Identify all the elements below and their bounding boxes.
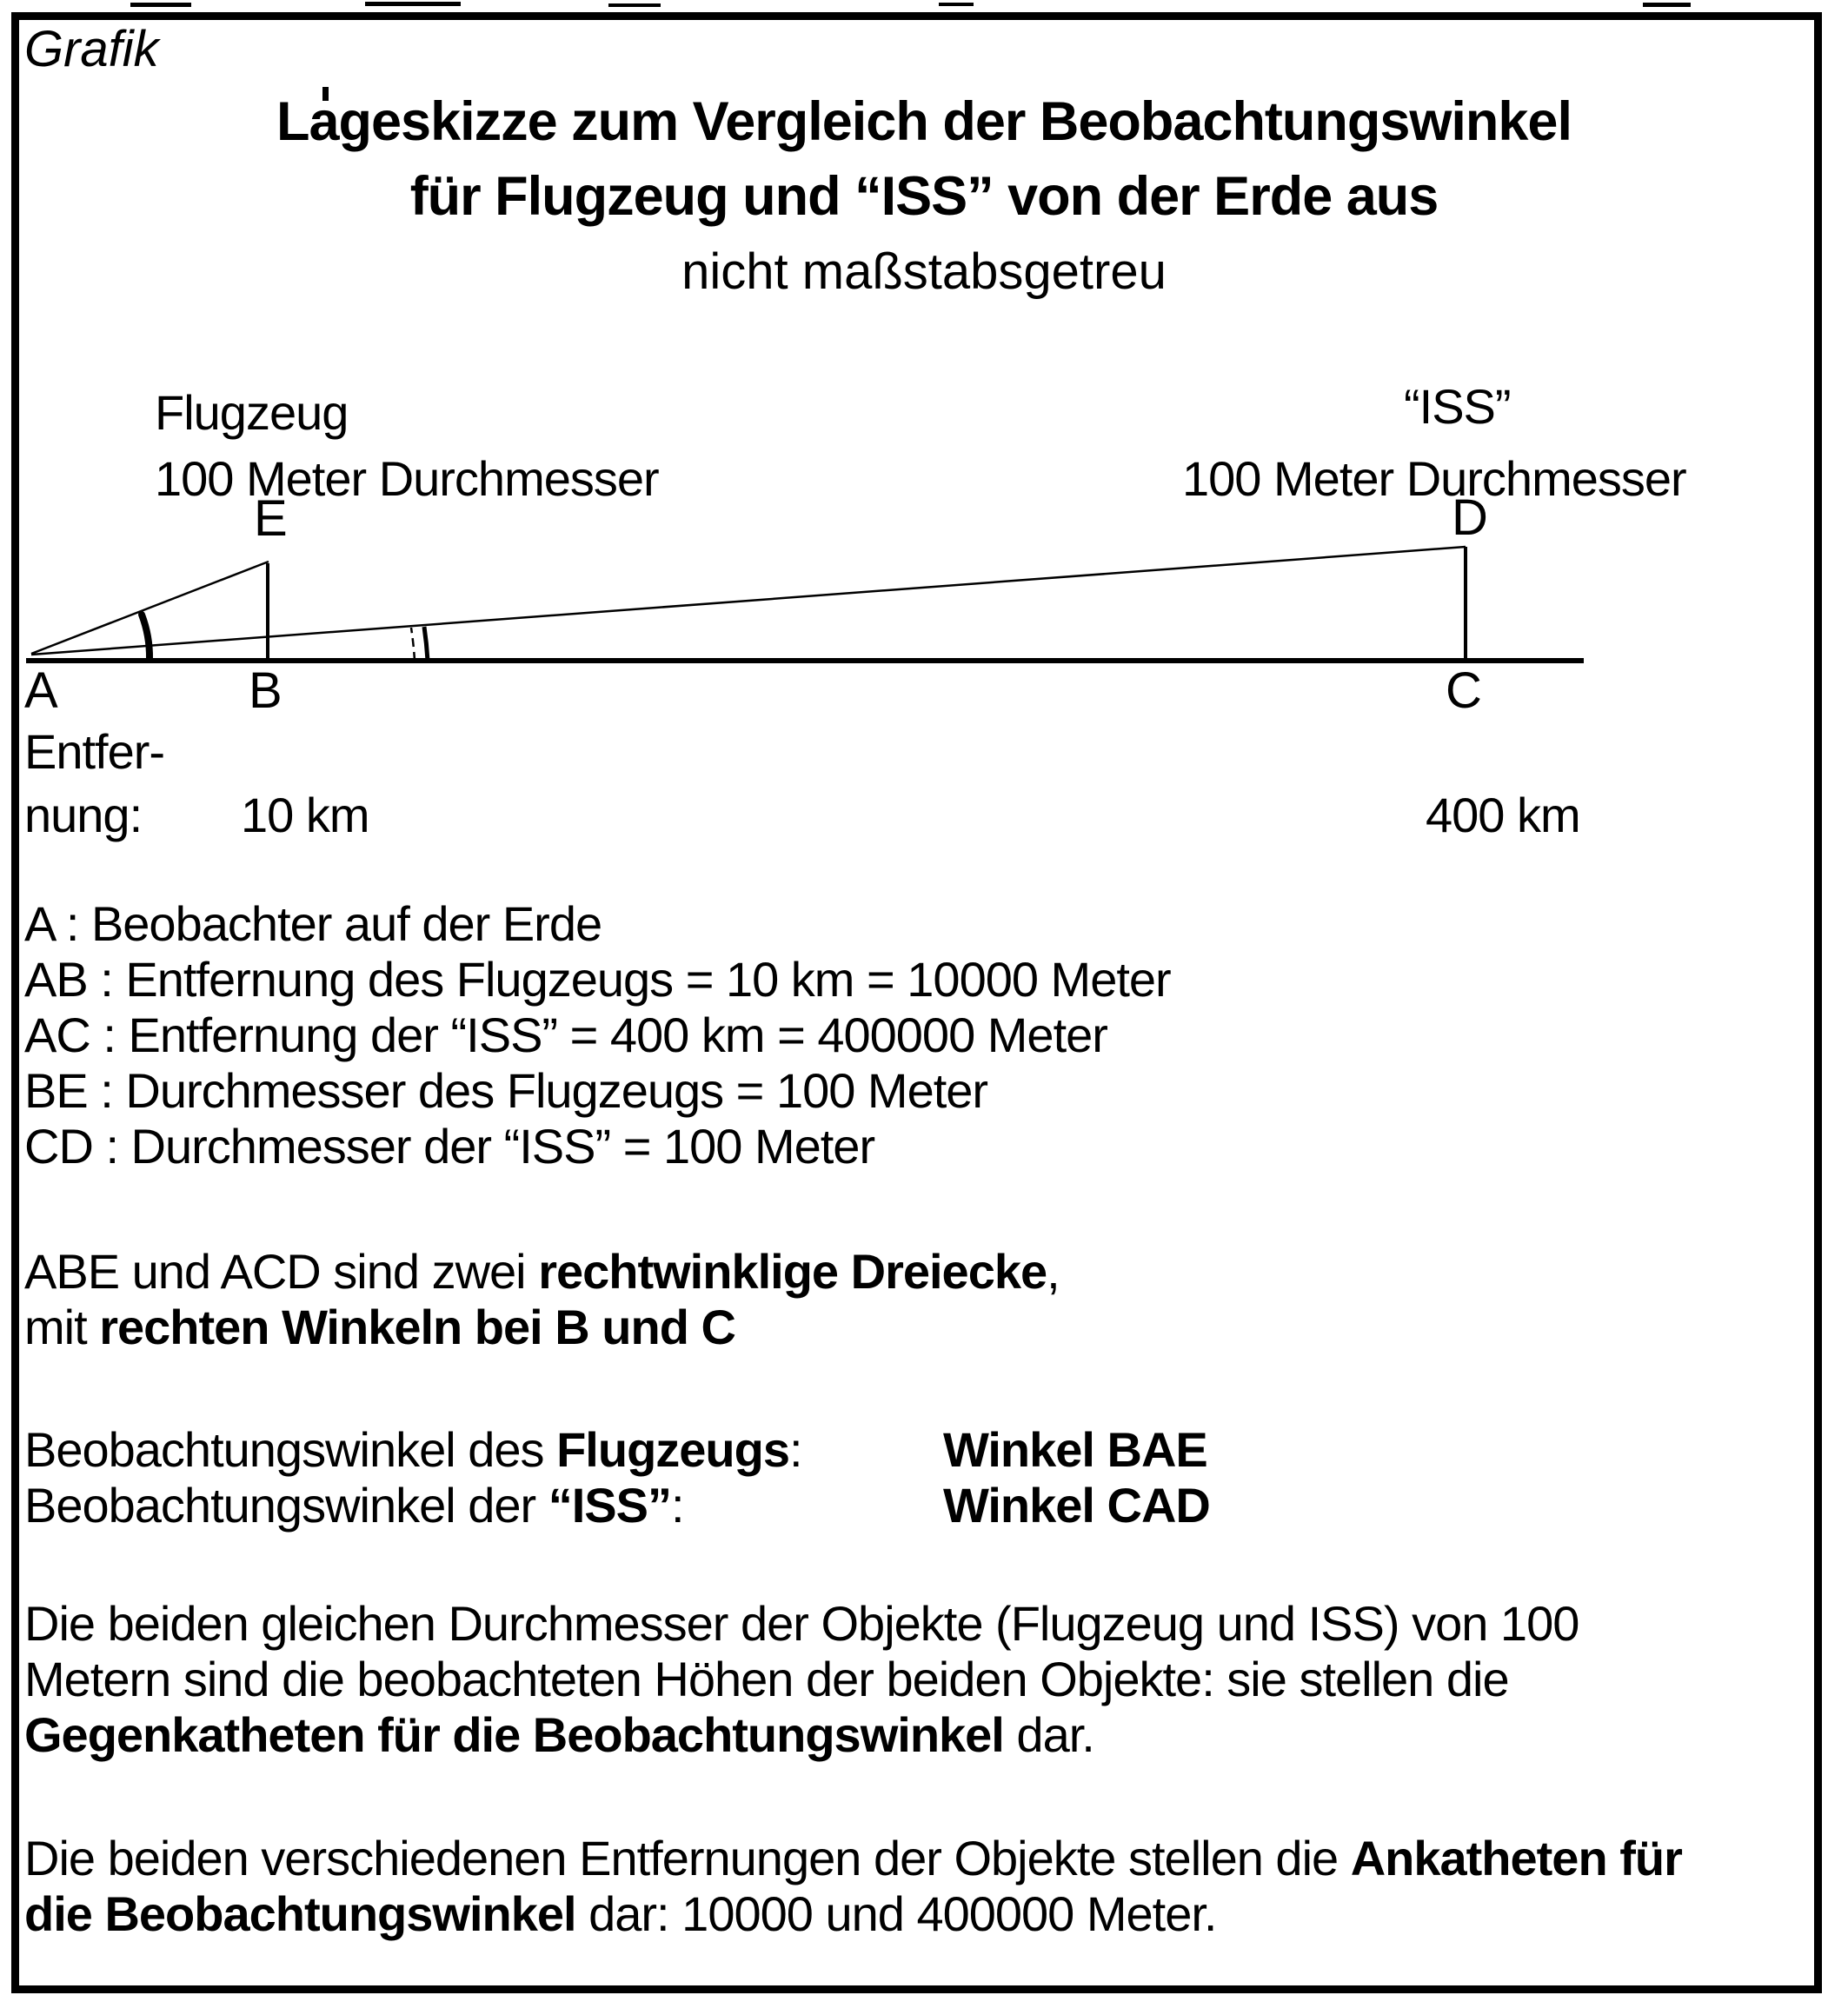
page-title-line-3: nicht maßstabsgetreu <box>681 243 1167 300</box>
angle-mark-DAB-tick1 <box>411 628 415 661</box>
angle-value-iss: Winkel CAD <box>943 1478 1210 1533</box>
paragraph2-line-2: die Beobachtungswinkel dar: 10000 und 400000 Meter. <box>24 1886 1217 1941</box>
grafik-label: Grafik <box>24 21 159 77</box>
definition-line-AB: AB : Entfernung des Flugzeugs = 10 km = 10000 Meter <box>24 952 1171 1007</box>
point-label-C: C <box>1446 662 1482 719</box>
angle-label-flugzeug: Beobachtungswinkel des Flugzeugs: <box>24 1422 802 1477</box>
body-text <box>24 896 1831 1942</box>
triangles-line-1: ABE und ACD sind zwei rechtwinklige Dreiecke, <box>24 1244 1060 1299</box>
paragraph1-line-2: Metern sind die beobachteten Höhen der beiden Objekte: sie stellen die <box>24 1652 1509 1706</box>
definition-line-BE: BE : Durchmesser des Flugzeugs = 100 Meter <box>24 1063 988 1118</box>
line-AD <box>31 547 1466 655</box>
left-object-size: 100 Meter Durchmesser <box>155 451 659 506</box>
paragraph1-line-1: Die beiden gleichen Durchmesser der Objekte (Flugzeug und ISS) von 100 <box>24 1596 1579 1651</box>
distance-caption-line-1: Entfer- <box>24 724 165 779</box>
right-object-name: “ISS” <box>1404 379 1511 434</box>
definition-line-AC: AC : Entfernung der “ISS” = 400 km = 400000 Meter <box>24 1008 1107 1062</box>
angle-label-iss: Beobachtungswinkel der “ISS”: <box>24 1478 684 1533</box>
distance-caption-line-2: nung: <box>24 788 143 842</box>
paragraph2-line-1: Die beiden verschiedenen Entfernungen der Objekte stellen die Ankatheten für <box>24 1831 1682 1885</box>
angle-row-iss <box>24 1478 1831 1533</box>
point-label-D: D <box>1452 489 1488 546</box>
definition-line-A: A : Beobachter auf der Erde <box>24 896 602 951</box>
angle-mark-DAB-tick2 <box>424 627 428 661</box>
right-object-size: 100 Meter Durchmesser <box>1182 451 1686 506</box>
angle-mark-EAB <box>142 615 150 659</box>
point-label-A: A <box>24 662 58 719</box>
distance-value-left: 10 km <box>241 788 369 842</box>
point-label-B: B <box>249 662 283 719</box>
angle-row-flugzeug <box>24 1422 1831 1478</box>
triangles-line-2: mit rechten Winkeln bei B und C <box>24 1300 735 1354</box>
definition-line-CD: CD : Durchmesser der “ISS” = 100 Meter <box>24 1119 875 1174</box>
page-title-line-1: Lageskizze zum Vergleich der Beobachtungswinkel <box>276 91 1572 152</box>
angle-value-flugzeug: Winkel BAE <box>943 1422 1207 1477</box>
page-title-line-2: für Flugzeug und “ISS” von der Erde aus <box>409 166 1439 227</box>
distance-value-right: 400 km <box>1426 788 1580 842</box>
left-object-name: Flugzeug <box>155 385 349 440</box>
point-label-E: E <box>254 490 288 547</box>
paragraph1-line-3: Gegenkatheten für die Beobachtungswinkel dar. <box>24 1707 1094 1762</box>
